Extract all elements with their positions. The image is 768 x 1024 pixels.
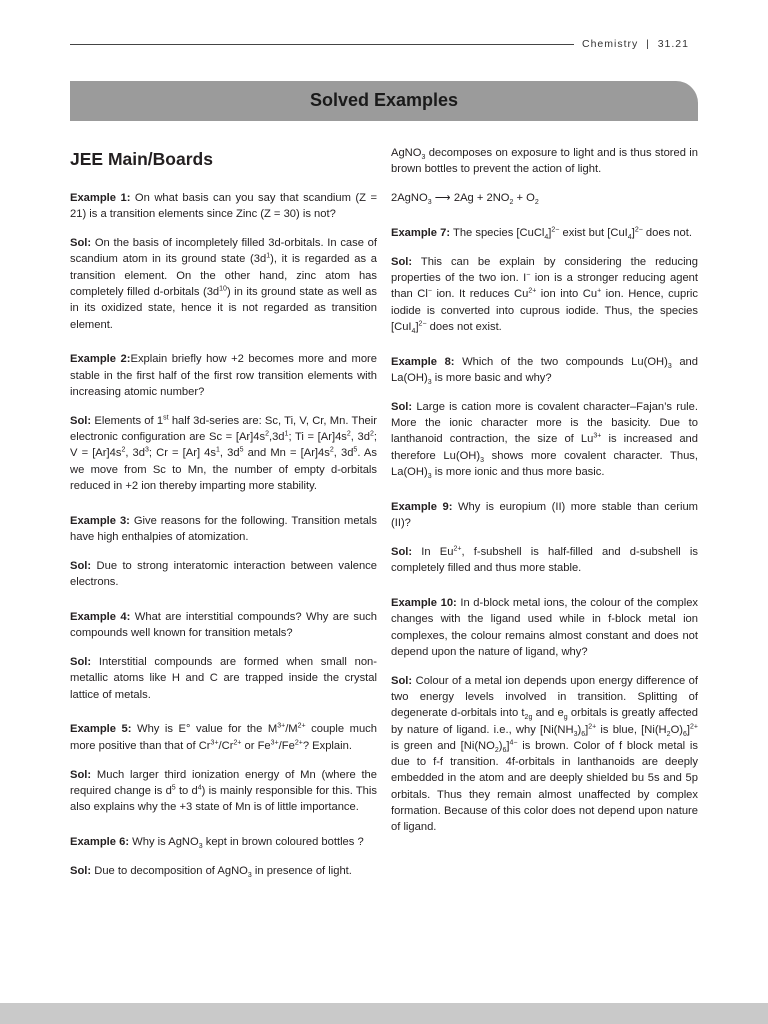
sol-label: Sol: — [70, 864, 92, 877]
paragraph-content: On what basis can you say that scandium (Z = 21) is a transition elements since Zinc (Z = 30) is not? — [70, 192, 378, 221]
separator: | — [646, 38, 650, 50]
header-rule — [70, 44, 574, 45]
example-question — [391, 354, 698, 387]
example-label: Example 8: — [391, 355, 455, 368]
example-question — [391, 499, 698, 532]
solution-text — [70, 235, 377, 333]
banner-title: Solved Examples — [309, 90, 459, 110]
paragraph-content: Due to strong interatomic interaction between valence electrons. — [70, 559, 377, 589]
paragraph-content: Due to decomposition of AgNO$_3$ in presence of light. — [91, 864, 352, 879]
sol-label: Sol: — [70, 237, 92, 250]
spacer — [70, 892, 377, 898]
paragraph-content: The species [CuCl$_4$]$^{2-}$ exist but $[CuI_4]^{2-}$ does not. — [450, 226, 692, 242]
example-question — [70, 351, 377, 400]
paragraph-content: AgNO$_3$ decomposes on exposure to light and is thus stored in brown bottles to prevent the action of light. — [391, 147, 698, 176]
paragraph-content: Give reasons for the following. Transition metals have high enthalpies of atomization. — [70, 514, 377, 544]
paragraph-content: In d-block metal ions, the colour of the complex changes with the ligand used while in f-block metal ion complexes, the colour remains almost constant and does not depend upon the nature of ligand, why? — [391, 596, 699, 658]
paragraph-content: On the basis of incompletely filled 3d-orbitals. In case of scandium atom in its ground state $(3d^1)$, it is regarded as a transition element. On the other hand, zinc atom has completely filled d-orbitals $(3d^{10})$ in its ground state as well as in its oxidized state, hence it is not regarded as transition element. — [70, 237, 377, 331]
example-label: Example 7: — [391, 226, 451, 239]
paragraph-content: Which of the two compounds $Lu(OH)_3$ and $La(OH)_3$ is more basic and why? — [391, 355, 699, 387]
left-column-body — [70, 190, 377, 898]
solution-text — [70, 558, 377, 591]
paragraph-content: Much larger third ionization energy of Mn (where the required change is $d^5$ to $d^4$) is mainly responsible for this. This also explains why the +3 state of Mn is of little importance. — [70, 768, 377, 814]
section-banner — [70, 81, 698, 121]
solution-text — [391, 544, 698, 577]
solution-text — [70, 767, 377, 816]
sol-label: Sol: — [70, 656, 92, 669]
solution-text — [70, 413, 377, 494]
example-label: Example 2: — [70, 353, 131, 366]
paragraph-content: Why is E° value for the $M^{3+}/M^{2+}$ couple much more positive than that of $Cr^{3+}/Cr^{2+}$ or $Fe^{3+}/Fe^{2+}$? Explain. — [70, 722, 377, 752]
footer-bar — [0, 1003, 768, 1024]
example-label: Example 3: — [70, 514, 130, 527]
paragraph-content: Why is europium (II) more stable than cerium (II)? — [391, 500, 699, 530]
paragraph-content: Elements of 1st half 3d-series are: Sc, Ti, V, Cr, Mn. Their electronic configuration are $Sc = [Ar]4s^2,3d^1$; $Ti = [Ar]4s^2$, $3d^2$; $V = [Ar]4s^2$, $3d^3$; Cr = [Ar] $4s^1$, $3d^5$ and $Mn = [Ar]4s^2$, $3d^5$. As we move from Sc to Mn, the number of empty d-orbitals reduced in +2 ion thereby imparting more stability. — [70, 414, 377, 492]
paragraph-content: Interstitial compounds are formed when small non-metallic atoms like H and C are trapped inside the crystal lattice of metals. — [70, 656, 377, 701]
sol-label: Sol: — [70, 414, 92, 427]
right-column-body — [391, 145, 698, 854]
example-label: Example 9: — [391, 500, 453, 513]
paragraph-content: 2AgNO$_3$ ⟶ $2Ag + 2NO_2 + O_2$ — [391, 192, 539, 207]
paragraph-content: Explain briefly how +2 becomes more and more stable in the first half of the first row transition elements with increasing atomic number? — [70, 353, 378, 398]
example-label: Example 4: — [70, 610, 131, 623]
sol-label: Sol: — [391, 400, 413, 413]
solution-text — [391, 673, 698, 836]
section-heading: JEE Main/Boards — [70, 149, 213, 169]
example-label: Example 1: — [70, 192, 131, 204]
paragraph-content: Why is AgNO$_3$ kept in brown coloured bottles ? — [129, 835, 364, 851]
solution-text — [70, 654, 377, 703]
solution-text — [391, 254, 698, 335]
example-question — [70, 609, 377, 642]
paragraph-content: In $Eu^{2+}$, f-subshell is half-filled and d-subshell is completely filled and thus more stable. — [391, 545, 699, 575]
paragraph-content: Large is cation more is covalent character–Fajan’s rule. More the ionic character more is the basicity. Due to lanthanoid contraction, the size of $Lu^{3+}$ is increased and therefore $Lu(OH)_3$ shows more covalent character. Thus, $La(OH)_3$ is more ionic and thus more basic. — [391, 400, 699, 481]
sol-label: Sol: — [391, 674, 413, 687]
solution-text — [70, 863, 377, 879]
paragraph-content: What are interstitial compounds? Why are such compounds well known for transition metals? — [70, 610, 377, 640]
sol-label: Sol: — [391, 255, 413, 268]
spacer — [391, 848, 698, 854]
example-label: Example 6: — [70, 835, 130, 848]
subject-label: Chemistry — [582, 38, 639, 50]
body-text — [391, 145, 698, 178]
example-question — [70, 721, 377, 754]
example-question — [70, 513, 377, 546]
page-number: 31.21 — [657, 38, 689, 50]
example-label: Example 5: — [70, 723, 132, 736]
chemical-equation — [391, 190, 698, 206]
example-question — [391, 225, 698, 241]
sol-label: Sol: — [70, 559, 92, 572]
paragraph-content: This can be explain by considering the reducing properties of the two ion. I− ion is a stronger reducing agent than Cl− ion. It reduces $Cu^{2+}$ ion into Cu+ ion. Hence, cupric iodide is converted into cuprous iodide. Thus, the species $[CuI_4]^{2-}$ does not exist. — [391, 255, 699, 336]
running-head — [582, 38, 689, 50]
left-column — [70, 145, 377, 898]
example-label: Example 10: — [391, 596, 457, 609]
sol-label: Sol: — [70, 768, 92, 781]
example-question — [70, 834, 377, 850]
example-question — [70, 190, 377, 223]
paragraph-content: Colour of a metal ion depends upon energy difference of two energy levels involved in transition. Splitting of degenerate d-orbitals into $t_{2g}$ and $e_g$ orbitals is greatly affected by nature of ligand. i.e., why $[Ni(NH_3)_6]^{2+}$ is blue, $[Ni(H_2O)_6]^{2+}$ is green and $[Ni(NO_2)_6]^{4-}$ is brown. Color of f block metal is due to f-f transition. 4f-orbitals in lanthanoids are deeply embedded in the atom and are deeply shielded bu 5s and 5p orbitals. Thus they remain almost unaffected by complex formation. Because of this color does not depend upon nature of ligand. — [391, 674, 699, 834]
right-column — [391, 145, 698, 854]
solution-text — [391, 399, 698, 480]
sol-label: Sol: — [391, 545, 413, 558]
example-question — [391, 595, 698, 660]
